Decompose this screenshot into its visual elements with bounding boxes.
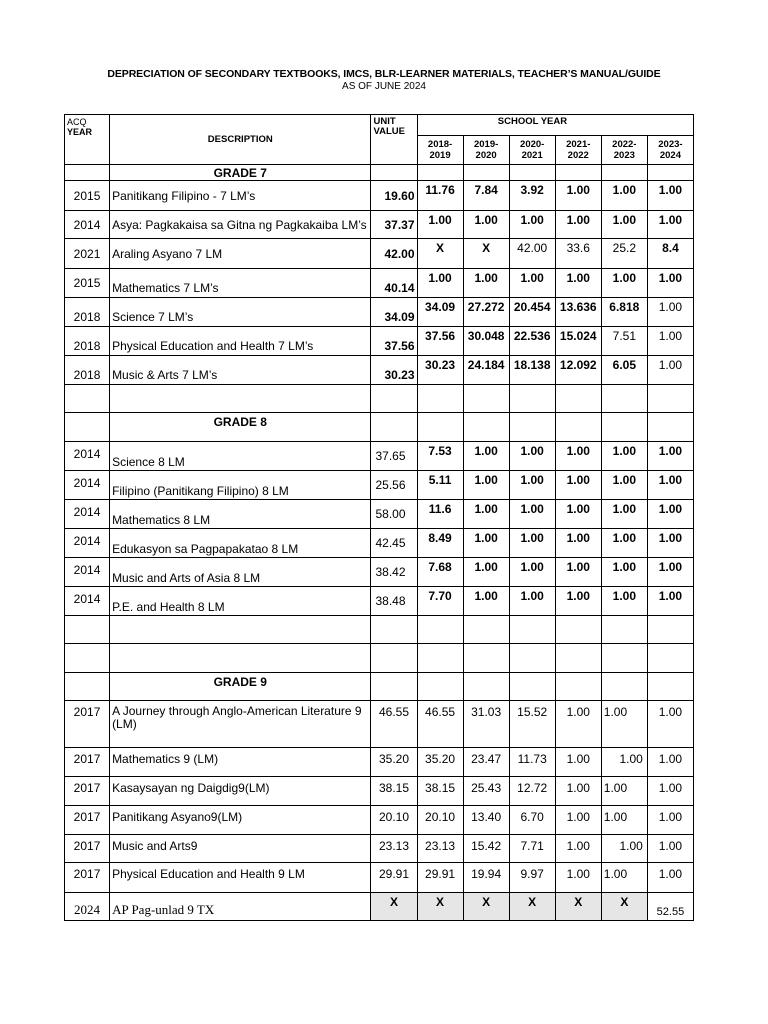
acq-year-cell: 2017 (65, 748, 110, 777)
grade-8-label: GRADE 8 (110, 413, 371, 442)
table-row (65, 587, 694, 616)
acq-year-cell: 2018 (65, 298, 110, 327)
value-cell: 27.272 (463, 298, 509, 327)
year-header-2018-2019: 2018- 2019 (417, 136, 463, 165)
value-cell: 1.00 (601, 529, 647, 558)
unit-value-cell: 37.56 (371, 327, 417, 356)
acq-year-cell: 2014 (65, 529, 110, 558)
value-cell: 8.49 (417, 529, 463, 558)
acq-year-header (65, 115, 110, 165)
value-cell: 38.15 (417, 777, 463, 806)
value-cell: 1.00 (463, 471, 509, 500)
value-cell: 1.00 (509, 500, 555, 529)
value-cell: 15.52 (509, 701, 555, 748)
table-row (65, 181, 694, 211)
value-cell: 1.00 (647, 701, 693, 748)
value-cell: 20.10 (417, 806, 463, 835)
table-row (65, 211, 694, 239)
acq-year-cell: 2014 (65, 211, 110, 239)
value-cell: 1.00 (509, 471, 555, 500)
value-cell: 25.43 (463, 777, 509, 806)
description-cell: Music and Arts of Asia 8 LM (110, 558, 371, 587)
value-cell: 1.00 (601, 181, 647, 211)
value-cell: 1.00 (555, 863, 601, 893)
grade-header-row (65, 413, 694, 442)
unit-value-cell: X (371, 893, 417, 921)
value-cell: 11.6 (417, 500, 463, 529)
unit-value-cell: 20.10 (371, 806, 417, 835)
table-row (65, 806, 694, 835)
value-cell: 1.00 (647, 181, 693, 211)
value-cell: 1.00 (555, 442, 601, 471)
table-row (65, 327, 694, 356)
acq-year-cell: 2015 (65, 181, 110, 211)
grade-header-row (65, 165, 694, 181)
value-cell: 1.00 (647, 471, 693, 500)
value-cell: 1.00 (555, 529, 601, 558)
header-row-1 (65, 115, 694, 136)
value-cell: 1.00 (555, 181, 601, 211)
table-row (65, 701, 694, 748)
grade-9-label: GRADE 9 (110, 673, 371, 701)
value-cell: 11.73 (509, 748, 555, 777)
value-cell: 1.00 (417, 269, 463, 298)
value-cell: 1.00 (647, 327, 693, 356)
description-cell: Filipino (Panitikang Filipino) 8 LM (110, 471, 371, 500)
table-row (65, 471, 694, 500)
unit-value-cell: 34.09 (371, 298, 417, 327)
unit-value-cell: 37.37 (371, 211, 417, 239)
table-row (65, 748, 694, 777)
value-cell: 7.68 (417, 558, 463, 587)
unit-value-cell: 42.45 (371, 529, 417, 558)
acq-year-cell: 2014 (65, 442, 110, 471)
table-row (65, 500, 694, 529)
unit-value-cell: 37.65 (371, 442, 417, 471)
acq-year-cell: 2014 (65, 471, 110, 500)
value-cell: 37.56 (417, 327, 463, 356)
grade-header-row (65, 673, 694, 701)
value-cell: 19.94 (463, 863, 509, 893)
value-cell: 13.40 (463, 806, 509, 835)
description-cell: Physical Education and Health 7 LM’s (110, 327, 371, 356)
unit-label: UNIT (373, 116, 396, 127)
value-cell: 1.00 (647, 558, 693, 587)
acq-year-cell: 2014 (65, 558, 110, 587)
value-cell: 1.00 (555, 806, 601, 835)
depreciation-table (64, 114, 694, 921)
acq-year-cell: 2017 (65, 863, 110, 893)
acq-year-cell: 2014 (65, 500, 110, 529)
value-cell: 1.00 (647, 356, 693, 385)
value-cell: 1.00 (509, 558, 555, 587)
unit-value-cell: 42.00 (371, 239, 417, 269)
value-cell: X (509, 893, 555, 921)
unit-value-cell: 58.00 (371, 500, 417, 529)
value-cell: 46.55 (417, 701, 463, 748)
value-cell: 1.00 (463, 529, 509, 558)
value-cell: 1.00 (647, 806, 693, 835)
description-cell: Music & Arts 7 LM’s (110, 356, 371, 385)
table-row (65, 777, 694, 806)
description-header: DESCRIPTION (110, 115, 371, 165)
acq-year-cell: 2017 (65, 777, 110, 806)
acq-year-cell: 2017 (65, 806, 110, 835)
value-cell: 18.138 (509, 356, 555, 385)
value-cell: 1.00 (463, 442, 509, 471)
acq-year-cell: 2018 (65, 327, 110, 356)
value-cell: 1.00 (601, 211, 647, 239)
acq-year-cell: 2014 (65, 587, 110, 616)
description-cell: Edukasyon sa Pagpapakatao 8 LM (110, 529, 371, 558)
value-cell: X (417, 239, 463, 269)
table-row (65, 893, 694, 921)
value-cell: 1.00 (555, 558, 601, 587)
value-cell: 1.00 (601, 442, 647, 471)
value-cell: 1.00 (601, 835, 647, 863)
document-title: DEPRECIATION OF SECONDARY TEXTBOOKS, IMCS, BLR-LEARNER MATERIALS, TEACHER’S MANUAL/GUIDE (107, 68, 661, 80)
value-cell: 6.818 (601, 298, 647, 327)
value-cell: 13.636 (555, 298, 601, 327)
value-cell: 24.184 (463, 356, 509, 385)
value-cell: 22.536 (509, 327, 555, 356)
value-cell: 1.00 (555, 471, 601, 500)
unit-value-cell: 19.60 (371, 181, 417, 211)
value-cell: 1.00 (463, 558, 509, 587)
document-subtitle: AS OF JUNE 2024 (342, 81, 426, 92)
value-cell: 35.20 (417, 748, 463, 777)
unit-value-cell: 46.55 (371, 701, 417, 748)
value-cell: 1.00 (417, 211, 463, 239)
value-cell: 12.72 (509, 777, 555, 806)
description-cell: Kasaysayan ng Daigdig9(LM) (110, 777, 371, 806)
value-cell: 1.00 (463, 211, 509, 239)
value-cell: 1.00 (647, 529, 693, 558)
value-cell: 15.024 (555, 327, 601, 356)
value-cell: 1.00 (647, 269, 693, 298)
unit-value-cell: 40.14 (371, 269, 417, 298)
value-cell: 7.84 (463, 181, 509, 211)
unit-value-cell: 38.48 (371, 587, 417, 616)
school-year-header-end (647, 115, 693, 136)
value-cell: 6.05 (601, 356, 647, 385)
value-cell: 1.00 (509, 211, 555, 239)
value-cell: 1.00 (647, 442, 693, 471)
value-cell: 42.00 (509, 239, 555, 269)
value-cell: 1.00 (463, 500, 509, 529)
year-header-2023-2024: 2023- 2024 (647, 136, 693, 165)
table-row (65, 356, 694, 385)
value-cell: 1.00 (601, 500, 647, 529)
table-row (65, 835, 694, 863)
value-cell: 1.00 (601, 701, 647, 748)
acq-year-cell: 2015 (65, 269, 110, 298)
value-cell: X (463, 893, 509, 921)
value-cell: 1.00 (601, 806, 647, 835)
acq-label: ACQ (67, 117, 87, 127)
year-label: YEAR (67, 127, 93, 137)
description-cell: A Journey through Anglo-American Literature 9 (LM) (110, 701, 371, 748)
description-cell: Panitikang Asyano9(LM) (110, 806, 371, 835)
value-cell: X (601, 893, 647, 921)
unit-value-cell: 30.23 (371, 356, 417, 385)
description-cell: Science 7 LM’s (110, 298, 371, 327)
value-cell: 9.97 (509, 863, 555, 893)
value-cell: 31.03 (463, 701, 509, 748)
value-cell: 1.00 (601, 777, 647, 806)
value-cell: 30.048 (463, 327, 509, 356)
description-cell: Araling Asyano 7 LM (110, 239, 371, 269)
empty-row (65, 644, 694, 673)
value-cell: 1.00 (601, 471, 647, 500)
value-cell: 52.55 (647, 893, 693, 921)
value-cell: 1.00 (463, 269, 509, 298)
value-cell: 1.00 (555, 701, 601, 748)
value-cell: 23.13 (417, 835, 463, 863)
value-cell: 29.91 (417, 863, 463, 893)
unit-value-cell: 25.56 (371, 471, 417, 500)
value-cell: 25.2 (601, 239, 647, 269)
description-cell: AP Pag-unlad 9 TX (110, 893, 371, 921)
table-row (65, 269, 694, 298)
value-cell: 1.00 (555, 500, 601, 529)
table-row (65, 298, 694, 327)
value-cell: 20.454 (509, 298, 555, 327)
acq-year-cell: 2018 (65, 356, 110, 385)
value-cell: 6.70 (509, 806, 555, 835)
value-cell: 1.00 (509, 587, 555, 616)
table-row (65, 558, 694, 587)
description-cell: Mathematics 7 LM’s (110, 269, 371, 298)
table-row (65, 442, 694, 471)
value-cell: 12.092 (555, 356, 601, 385)
value-cell: 1.00 (463, 587, 509, 616)
year-header-2019-2020: 2019- 2020 (463, 136, 509, 165)
value-cell: 1.00 (601, 558, 647, 587)
year-header-2022-2023: 2022- 2023 (601, 136, 647, 165)
value-cell: 1.00 (601, 587, 647, 616)
value-cell: 1.00 (647, 500, 693, 529)
value-cell: 7.53 (417, 442, 463, 471)
value-cell: 1.00 (509, 442, 555, 471)
unit-value-cell: 35.20 (371, 748, 417, 777)
unit-value-cell: 23.13 (371, 835, 417, 863)
value-cell: 11.76 (417, 181, 463, 211)
value-cell: 7.51 (601, 327, 647, 356)
acq-year-cell: 2017 (65, 701, 110, 748)
value-cell: 1.00 (647, 748, 693, 777)
value-cell: 1.00 (555, 269, 601, 298)
description-cell: P.E. and Health 8 LM (110, 587, 371, 616)
value-cell: 1.00 (647, 587, 693, 616)
table-row (65, 863, 694, 893)
empty-row (65, 385, 694, 413)
description-cell: Mathematics 9 (LM) (110, 748, 371, 777)
table-row (65, 529, 694, 558)
description-cell: Asya: Pagkakaisa sa Gitna ng Pagkakaiba LM’s (110, 211, 371, 239)
value-cell: 30.23 (417, 356, 463, 385)
description-cell: Music and Arts9 (110, 835, 371, 863)
value-cell: 1.00 (647, 211, 693, 239)
grade-7-label: GRADE 7 (110, 165, 371, 181)
unit-value-cell: 29.91 (371, 863, 417, 893)
value-cell: 1.00 (555, 835, 601, 863)
year-header-2020-2021: 2020- 2021 (509, 136, 555, 165)
value-cell: 1.00 (555, 211, 601, 239)
value-cell: X (555, 893, 601, 921)
value-cell: 1.00 (601, 269, 647, 298)
value-cell: 1.00 (601, 748, 647, 777)
unit-value-cell: 38.15 (371, 777, 417, 806)
value-cell: 1.00 (647, 863, 693, 893)
value-cell: 1.00 (509, 269, 555, 298)
value-cell: X (463, 239, 509, 269)
school-year-header: SCHOOL YEAR (417, 115, 647, 136)
value-cell: 1.00 (647, 777, 693, 806)
value-cell: 1.00 (647, 298, 693, 327)
acq-year-cell: 2024 (65, 893, 110, 921)
value-cell: 8.4 (647, 239, 693, 269)
value-cell: 1.00 (601, 863, 647, 893)
value-label: VALUE (373, 126, 405, 137)
value-cell: 1.00 (509, 529, 555, 558)
description-cell: Mathematics 8 LM (110, 500, 371, 529)
value-cell: 15.42 (463, 835, 509, 863)
unit-value-header (371, 115, 417, 165)
value-cell: 5.11 (417, 471, 463, 500)
value-cell: 1.00 (555, 587, 601, 616)
table-row (65, 239, 694, 269)
value-cell: 33.6 (555, 239, 601, 269)
acq-year-cell: 2021 (65, 239, 110, 269)
empty-row (65, 616, 694, 644)
value-cell: 7.70 (417, 587, 463, 616)
value-cell: 23.47 (463, 748, 509, 777)
unit-value-cell: 38.42 (371, 558, 417, 587)
year-header-2021-2022: 2021- 2022 (555, 136, 601, 165)
value-cell: 1.00 (647, 835, 693, 863)
value-cell: 1.00 (555, 748, 601, 777)
value-cell: 34.09 (417, 298, 463, 327)
description-cell: Panitikang Filipino - 7 LM’s (110, 181, 371, 211)
value-cell: 1.00 (555, 777, 601, 806)
description-cell: Science 8 LM (110, 442, 371, 471)
value-cell: 7.71 (509, 835, 555, 863)
acq-year-cell: 2017 (65, 835, 110, 863)
value-cell: 3.92 (509, 181, 555, 211)
description-cell: Physical Education and Health 9 LM (110, 863, 371, 893)
value-cell: X (417, 893, 463, 921)
